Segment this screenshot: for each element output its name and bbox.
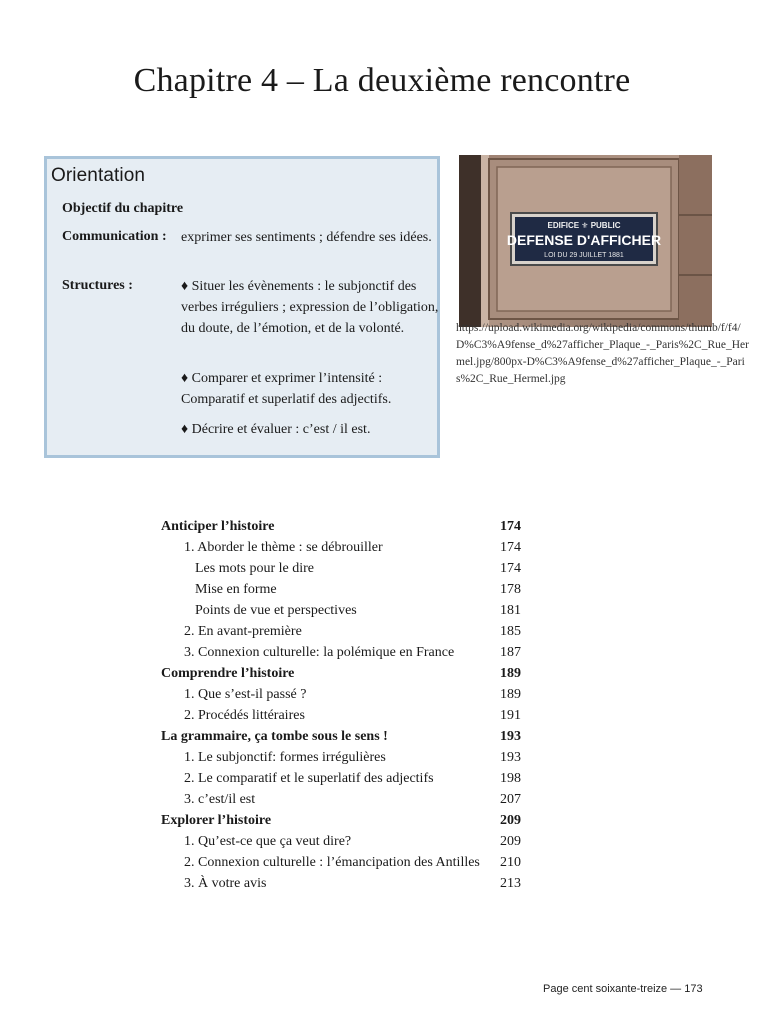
toc-row xyxy=(161,516,531,537)
toc-row xyxy=(161,831,531,852)
toc-row xyxy=(161,768,531,789)
toc-row xyxy=(161,600,531,621)
toc-row xyxy=(161,621,531,642)
page-footer: Page cent soixante-treize — 173 xyxy=(543,983,703,995)
toc-row xyxy=(161,789,531,810)
toc-page-number: 174 xyxy=(500,519,521,534)
toc-page-number: 189 xyxy=(500,666,521,681)
toc-entry-title: 3. Connexion culturelle: la polémique en France xyxy=(184,645,455,660)
toc-entry-title: La grammaire, ça tombe sous le sens ! xyxy=(161,729,388,744)
toc-row xyxy=(161,642,531,663)
toc-page-number: 209 xyxy=(500,813,521,828)
toc-entry-title: 3. À votre avis xyxy=(184,876,267,891)
toc-page-number: 209 xyxy=(500,834,521,849)
toc-entry-title: 1. Le subjonctif: formes irrégulières xyxy=(184,750,386,765)
toc-entry-title: 2. Connexion culturelle : l’émancipation des Antilles xyxy=(184,855,480,870)
toc-page-number: 191 xyxy=(500,708,521,723)
toc-entry-title: Mise en forme xyxy=(195,582,277,597)
toc-page-number: 207 xyxy=(500,792,521,807)
sign-line-3: LOI DU 29 JUILLET 1881 xyxy=(544,252,624,259)
toc-entry-title: 1. Que s’est-il passé ? xyxy=(184,687,307,702)
toc-row xyxy=(161,579,531,600)
structure-item: ♦ Situer les évènements : le subjonctif des verbes irréguliers ; expression de l’obligation, du doute, de l’émotion, et de la volonté. xyxy=(181,279,439,336)
toc-entry-title: 2. Le comparatif et le superlatif des adjectifs xyxy=(184,771,434,786)
toc-entry-title: Les mots pour le dire xyxy=(195,561,314,576)
toc-entry-title: Points de vue et perspectives xyxy=(195,603,357,618)
toc-row xyxy=(161,810,531,831)
structures-label: Structures : xyxy=(62,278,133,293)
chapter-title: Chapitre 4 – La deuxième rencontre xyxy=(133,62,631,99)
toc-row xyxy=(161,684,531,705)
toc-entry-title: 1. Qu’est-ce que ça veut dire? xyxy=(184,834,352,849)
toc-page-number: 193 xyxy=(500,750,521,765)
communication-label: Communication : xyxy=(62,229,167,244)
toc-page-number: 189 xyxy=(500,687,521,702)
toc-page-number: 210 xyxy=(500,855,521,870)
toc-page-number: 178 xyxy=(500,582,521,597)
toc-row xyxy=(161,852,531,873)
toc-page-number: 181 xyxy=(500,603,521,618)
toc-page-number: 198 xyxy=(500,771,521,786)
toc-entry-title: Anticiper l’histoire xyxy=(161,519,275,534)
sign-line-1: EDIFICE ⚜ PUBLIC xyxy=(547,221,621,230)
toc-page-number: 174 xyxy=(500,561,521,576)
toc-row xyxy=(161,726,531,747)
toc-entry-title: 2. Procédés littéraires xyxy=(184,708,305,723)
communication-text: exprimer ses sentiments ; défendre ses idées. xyxy=(181,230,432,245)
orientation-heading: Orientation xyxy=(51,165,146,186)
toc-page-number: 185 xyxy=(500,624,521,639)
toc-entry-title: Explorer l’histoire xyxy=(161,813,272,828)
toc-row xyxy=(161,558,531,579)
toc-page-number: 174 xyxy=(500,540,521,555)
toc-row xyxy=(161,747,531,768)
objective-title: Objectif du chapitre xyxy=(62,201,184,216)
structure-item: ♦ Décrire et évaluer : c’est / il est. xyxy=(181,422,371,437)
structure-item: ♦ Comparer et exprimer l’intensité : Comparatif et superlatif des adjectifs. xyxy=(181,371,392,407)
toc-row xyxy=(161,663,531,684)
orientation-box xyxy=(44,156,440,458)
toc-page-number: 213 xyxy=(500,876,521,891)
toc-page-number: 193 xyxy=(500,729,521,744)
toc-page-number: 187 xyxy=(500,645,521,660)
toc-entry-title: 1. Aborder le thème : se débrouiller xyxy=(184,540,383,555)
toc-entry-title: 3. c’est/il est xyxy=(184,792,256,807)
toc-row xyxy=(161,537,531,558)
sign-line-2: DEFENSE D'AFFICHER xyxy=(506,232,662,248)
toc-entry-title: Comprendre l’histoire xyxy=(161,666,295,681)
sign-photo xyxy=(459,155,712,327)
image-caption: https://upload.wikimedia.org/wikipedia/commons/thumb/f/f4/D%C3%A9fense_d%27afficher_Plaque_-_Paris%2C_Rue_Hermel.jpg/800px-D%C3%A9fense_d%27afficher_Plaque_-_Paris%2C_Rue_Hermel.jpg xyxy=(456,322,749,385)
table-of-contents xyxy=(161,516,531,894)
toc-entry-title: 2. En avant-première xyxy=(184,624,302,639)
toc-row xyxy=(161,873,531,894)
toc-row xyxy=(161,705,531,726)
